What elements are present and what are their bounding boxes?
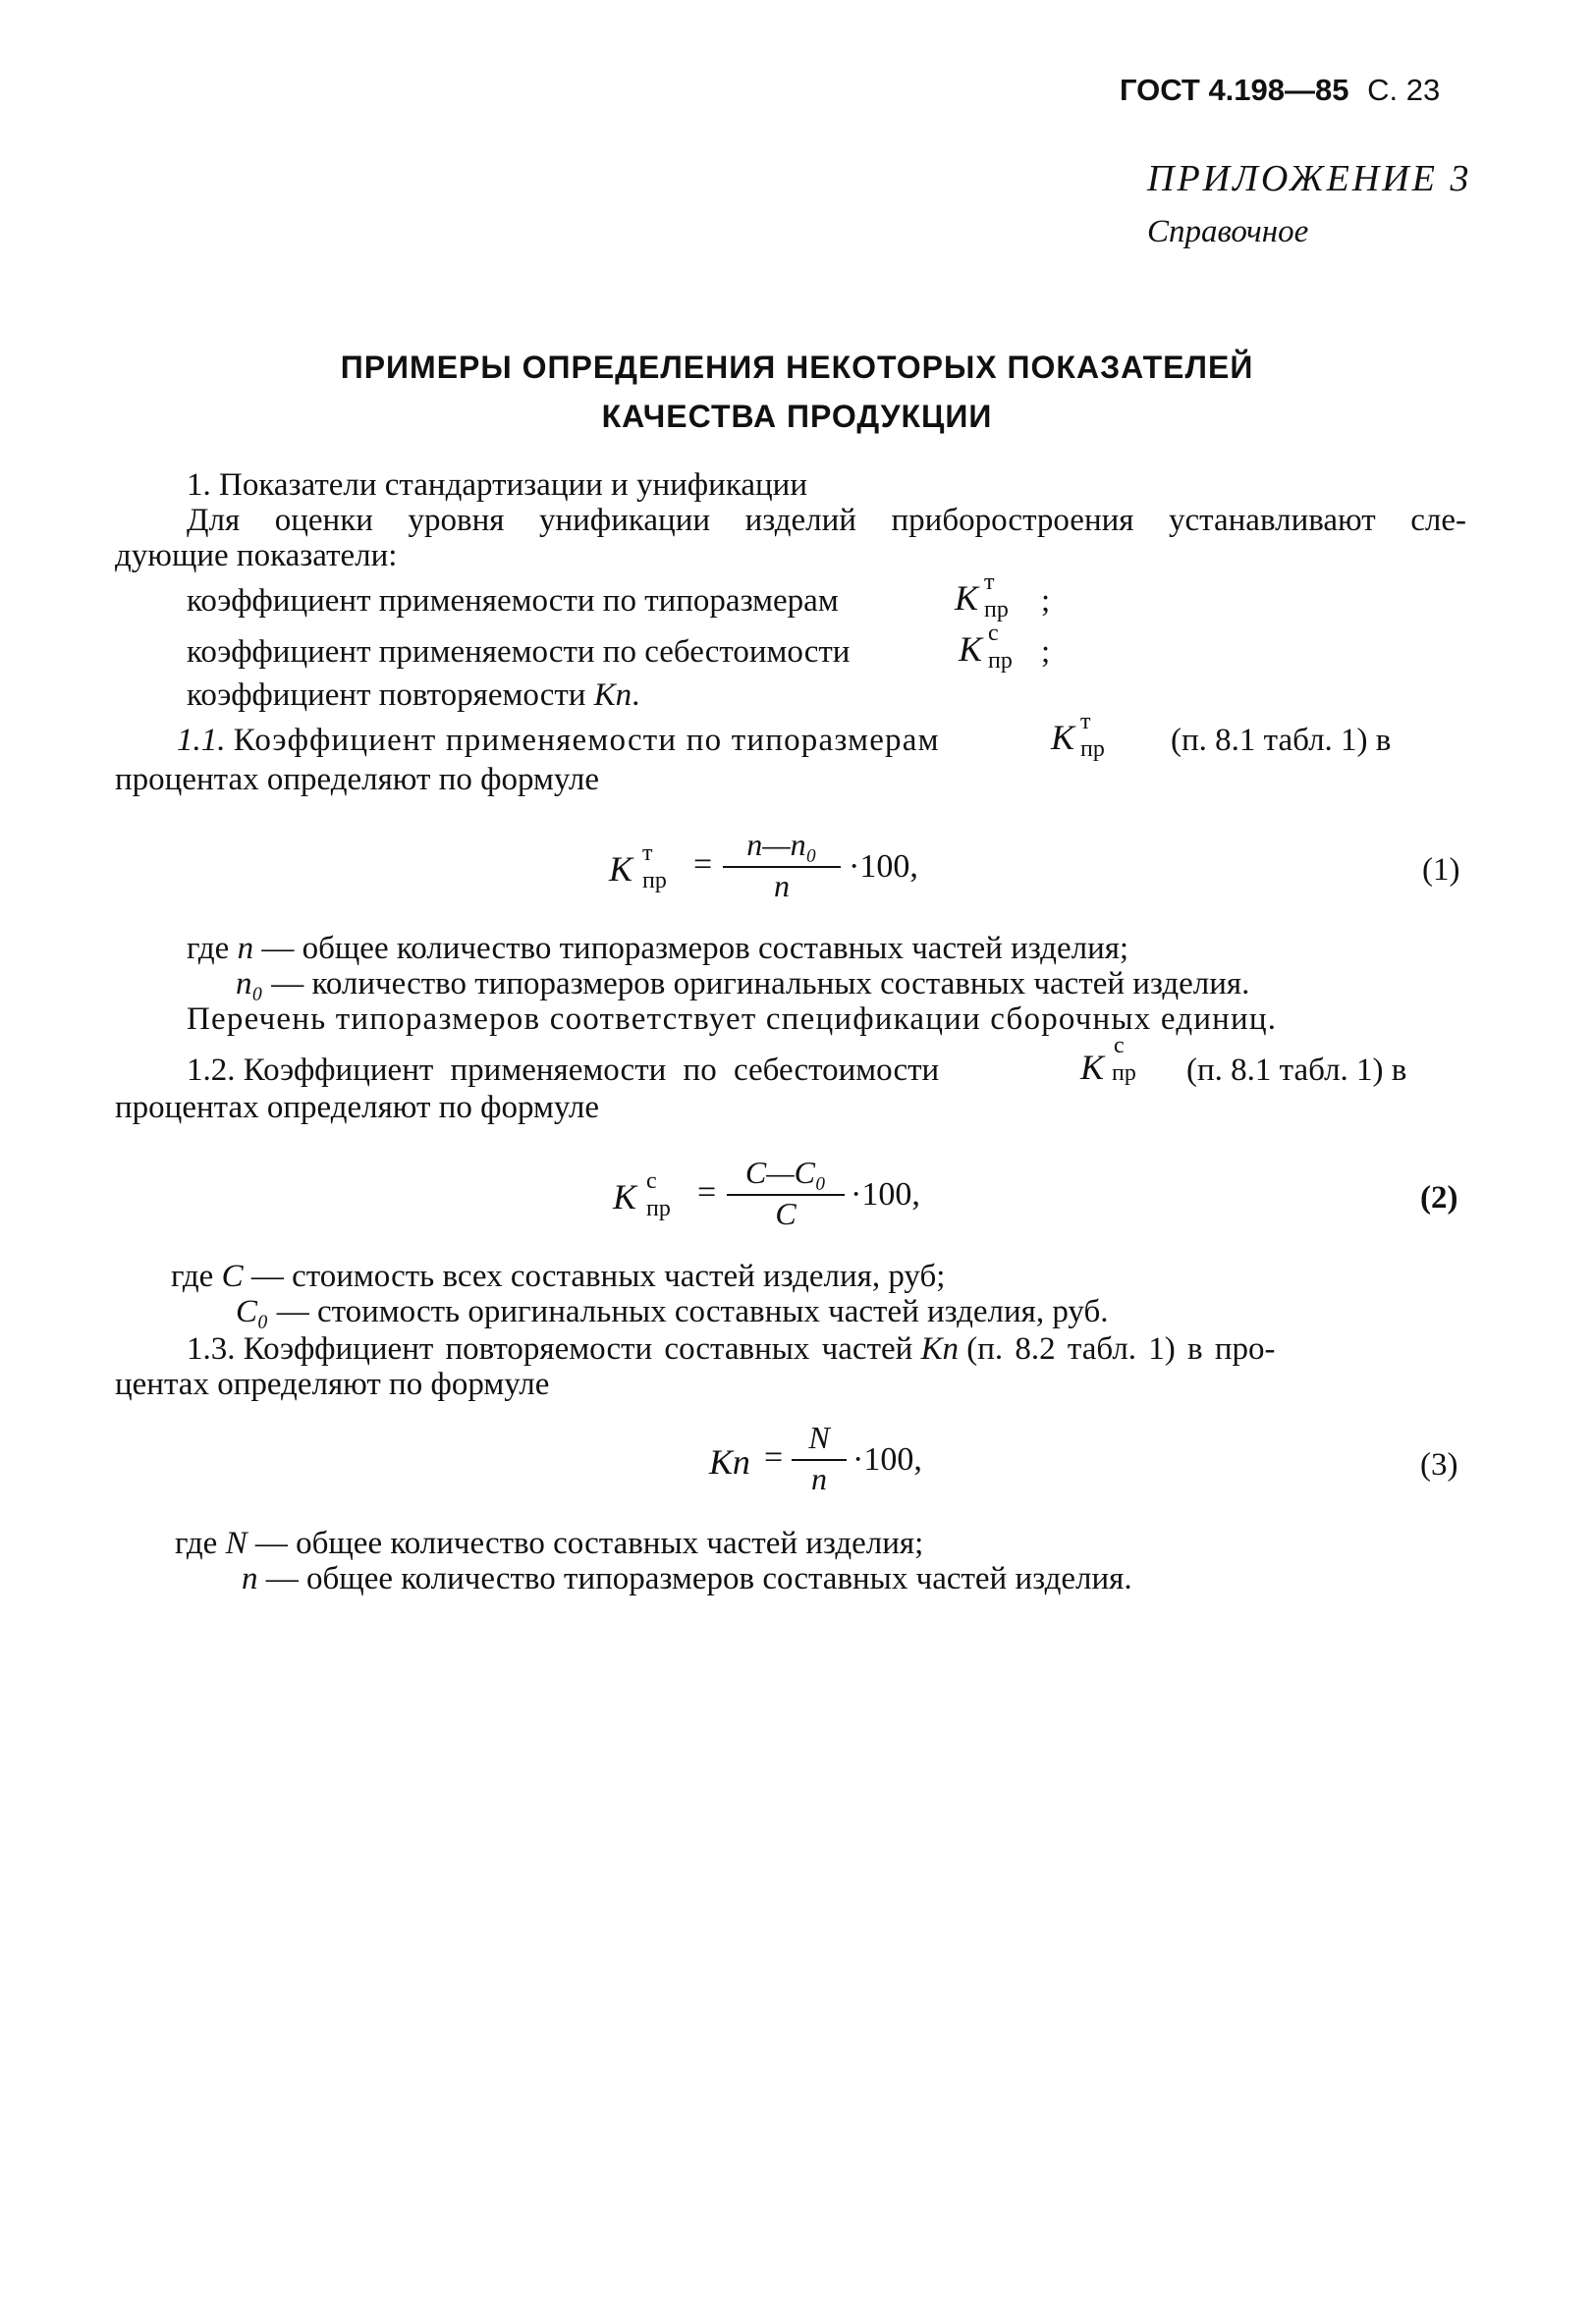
formula-1 bbox=[609, 827, 943, 905]
symbol-n0: n₀ bbox=[236, 966, 263, 1001]
p13-reference: (п. 8.2 табл. 1) в про- bbox=[966, 1331, 1276, 1367]
page-number: С. 23 bbox=[1367, 73, 1441, 107]
superscript-t: т bbox=[1080, 709, 1091, 734]
p12-number: 1.2. bbox=[187, 1053, 236, 1088]
p12-where-1 bbox=[171, 1259, 945, 1294]
title-line-2: КАЧЕСТВА ПРОДУКЦИИ bbox=[601, 399, 993, 434]
where-label: где bbox=[187, 931, 230, 966]
p13-where-2 bbox=[242, 1561, 1132, 1596]
equation-number-1: (1) bbox=[1422, 852, 1460, 888]
denominator: С bbox=[775, 1196, 797, 1231]
subscript-pr: пр bbox=[1080, 736, 1105, 762]
p11-note: Перечень типоразмеров соответствует спецификации сборочных единиц. bbox=[187, 1001, 1278, 1037]
symbol-k: К bbox=[959, 629, 982, 669]
symbol-kp: Кп bbox=[920, 1331, 959, 1367]
period: . bbox=[632, 677, 640, 713]
symbol-k: К bbox=[609, 849, 632, 889]
list-item-1-text: коэффициент применяемости по типоразмерам bbox=[187, 583, 839, 619]
list-item-2-text: коэффициент применяемости по себестоимости bbox=[187, 634, 851, 670]
where-text: — общее количество типоразмеров составных частей изделия; bbox=[261, 931, 1129, 966]
symbol-k: К bbox=[955, 578, 978, 618]
symbol-k: К bbox=[1051, 718, 1074, 757]
where-text: — стоимость всех составных частей изделия, руб; bbox=[250, 1259, 946, 1294]
subscript-pr: пр bbox=[646, 1196, 671, 1221]
superscript-t: т bbox=[984, 569, 995, 595]
multiplier: ·100, bbox=[851, 1176, 920, 1213]
p13-where-1 bbox=[175, 1526, 923, 1561]
symbol-k-pr-t bbox=[955, 569, 1043, 624]
equals-sign: = bbox=[697, 1174, 717, 1211]
superscript-t: т bbox=[642, 840, 653, 866]
multiplier: ·100, bbox=[849, 848, 918, 885]
p12-where-2 bbox=[236, 1294, 1109, 1329]
subscript-pr: пр bbox=[984, 597, 1009, 622]
denominator: n bbox=[811, 1461, 827, 1496]
symbol-n: n bbox=[237, 931, 254, 966]
where-text: — общее количество типоразмеров составных частей изделия. bbox=[265, 1561, 1132, 1596]
equals-sign: = bbox=[764, 1439, 784, 1476]
standard-number: ГОСТ 4.198—85 bbox=[1120, 73, 1349, 107]
p13-text: Коэффициент повторяемости составных частей bbox=[243, 1331, 913, 1367]
equals-sign: = bbox=[693, 846, 713, 883]
where-text: — стоимость оригинальных составных частей изделия, руб. bbox=[276, 1294, 1109, 1329]
list-item-1 bbox=[187, 583, 839, 619]
intro-line-1: Для оценки уровня унификации изделий приборостроения устанавливают сле- bbox=[187, 503, 1466, 538]
symbol-k-pr-t bbox=[1051, 709, 1139, 764]
page-header bbox=[1120, 73, 1440, 108]
p13-number: 1.3. bbox=[187, 1331, 236, 1367]
numerator: N bbox=[808, 1420, 830, 1455]
intro-line-2: дующие показатели: bbox=[115, 538, 398, 573]
semicolon: ; bbox=[1041, 634, 1051, 670]
list-item-3-text: коэффициент повторяемости bbox=[187, 677, 586, 713]
where-label: где bbox=[175, 1526, 218, 1561]
section-heading: 1. Показатели стандартизации и унификации bbox=[187, 467, 807, 503]
superscript-c: с bbox=[1114, 1033, 1125, 1058]
superscript-c: с bbox=[988, 621, 999, 646]
appendix-kind: Справочное bbox=[1147, 214, 1309, 249]
p11-number: 1.1. bbox=[177, 723, 226, 758]
symbol-k-pr-c bbox=[1080, 1033, 1169, 1094]
symbol-n: n bbox=[242, 1561, 258, 1596]
p11-text: Коэффициент применяемости по типоразмерам bbox=[233, 723, 940, 758]
symbol-k: К bbox=[613, 1177, 636, 1216]
p11-line-2: процентах определяют по формуле bbox=[115, 762, 600, 797]
symbol-k: К bbox=[1080, 1048, 1104, 1087]
multiplier: ·100, bbox=[852, 1441, 922, 1478]
subscript-pr: пр bbox=[988, 648, 1013, 674]
numerator: С—С₀ bbox=[744, 1155, 827, 1190]
subscript-pr: пр bbox=[642, 868, 667, 893]
p11-where-2 bbox=[236, 966, 1249, 1001]
semicolon: ; bbox=[1041, 583, 1051, 619]
symbol-n-capital: N bbox=[225, 1526, 247, 1561]
appendix-label: ПРИЛОЖЕНИЕ 3 bbox=[1147, 158, 1472, 199]
symbol-k-pr-c bbox=[959, 621, 1047, 676]
denominator: n bbox=[774, 868, 790, 903]
p13-line-2: центах определяют по формуле bbox=[115, 1367, 550, 1402]
formula-2 bbox=[613, 1155, 947, 1233]
formula-3 bbox=[709, 1420, 964, 1498]
numerator: n—n₀ bbox=[746, 827, 817, 862]
p11-reference: (п. 8.1 табл. 1) в bbox=[1171, 723, 1392, 758]
subscript-pr: пр bbox=[1112, 1060, 1136, 1086]
symbol-kp: Кп bbox=[593, 677, 632, 713]
p12-line-1 bbox=[187, 1053, 939, 1088]
list-item-2 bbox=[187, 634, 850, 670]
p11-line-1 bbox=[177, 723, 940, 758]
symbol-c0: С₀ bbox=[236, 1294, 269, 1329]
equation-number-2: (2) bbox=[1420, 1180, 1458, 1216]
where-text: — количество типоразмеров оригинальных составных частей изделия. bbox=[271, 966, 1250, 1001]
p12-line-2: процентах определяют по формуле bbox=[115, 1090, 600, 1125]
list-item-3 bbox=[187, 677, 639, 713]
symbol-c: С bbox=[221, 1259, 244, 1294]
symbol-kp: Кп bbox=[709, 1442, 750, 1482]
where-label: где bbox=[171, 1259, 214, 1294]
p12-text: Коэффициент применяемости по себестоимости bbox=[243, 1053, 940, 1088]
title-line-1: ПРИМЕРЫ ОПРЕДЕЛЕНИЯ НЕКОТОРЫХ ПОКАЗАТЕЛЕЙ bbox=[340, 350, 1254, 385]
equation-number-3: (3) bbox=[1420, 1447, 1458, 1483]
p11-where-1 bbox=[187, 931, 1128, 966]
p13-line-1 bbox=[187, 1331, 1276, 1367]
p12-reference: (п. 8.1 табл. 1) в bbox=[1186, 1053, 1407, 1088]
where-text: — общее количество составных частей изделия; bbox=[254, 1526, 924, 1561]
superscript-c: с bbox=[646, 1168, 657, 1194]
